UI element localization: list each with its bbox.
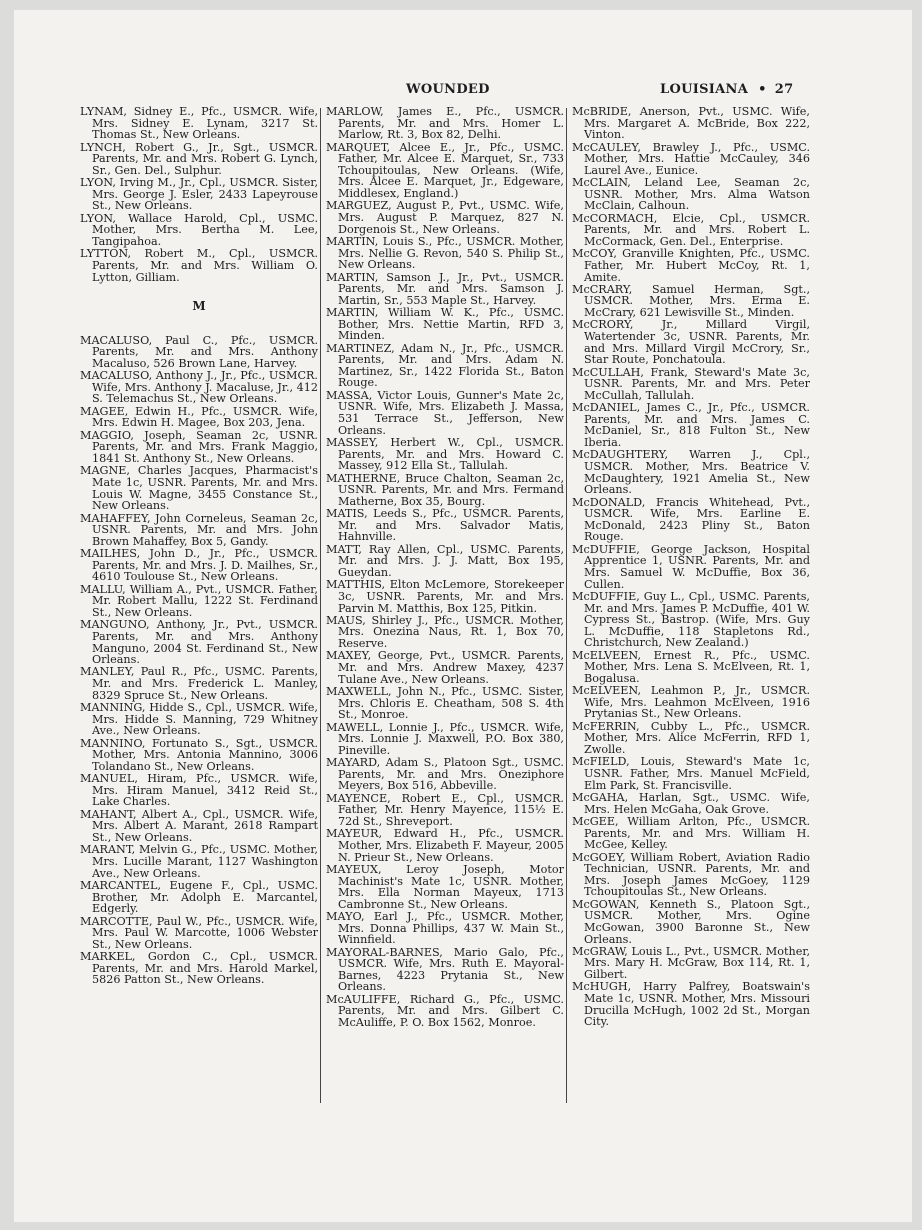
casualty-entry: MAGGIO, Joseph, Seaman 2c, USNR. Parents, Mr. and Mrs. Frank Maggio, 1841 St. Anthony St., New Orleans. (80, 428, 318, 466)
casualty-entry: MANNING, Hidde S., Cpl., USMCR. Wife, Mrs. Hidde S. Manning, 729 Whitney Ave., New Orleans. (80, 701, 318, 738)
casualty-entry: MAYORAL-BARNES, Mario Galo, Pfc., USMCR. Wife, Mrs. Ruth E. Mayoral-Barnes, 4223 Prytania St., New Orleans. (326, 945, 564, 994)
casualty-entry: McCORMACH, Elcie, Cpl., USMCR. Parents, Mr. and Mrs. Robert L. McCormack, Gen. Del., Enterprise. (572, 211, 810, 248)
casualty-entry: MATT, Ray Allen, Cpl., USMC. Parents, Mr. and Mrs. J. J. Matt, Box 195, Gueydan. (326, 542, 564, 579)
casualty-entry: LYTTON, Robert M., Cpl., USMCR. Parents, Mr. and Mrs. William O. Lytton, Gilliam. (80, 247, 318, 284)
casualty-entry: MARTIN, William W. K., Pfc., USMC. Bother, Mrs. Nettie Martin, RFD 3, Minden. (326, 306, 564, 343)
casualty-entry: MACALUSO, Paul C., Pfc., USMCR. Parents, Mr. and Mrs. Anthony Macaluso, 526 Brown Lane, Harvey. (80, 333, 318, 370)
casualty-entry: McBRIDE, Anerson, Pvt., USMC. Wife, Mrs. Margaret A. McBride, Box 222, Vinton. (572, 105, 810, 142)
casualty-entry: MARQUET, Alcee E., Jr., Pfc., USMC. Father, Mr. Alcee E. Marquet, Sr., 733 Tchoupitoulas, New Orleans. (Wife, Mrs. Alcee E. Marquet, Jr., Edgeware, Middlesex, England.) (326, 140, 564, 200)
casualty-entry: MAILHES, John D., Jr., Pfc., USMCR. Parents, Mr. and Mrs. J. D. Mailhes, Sr., 4610 Toulouse St., New Orleans. (80, 547, 318, 584)
casualty-entry: McCRORY, Jr., Millard Virgil, Watertender 3c, USNR. Parents, Mr. and Mrs. Millard Virgil McCrory, Sr., Star Route, Ponchatoula. (572, 318, 810, 367)
column-1-bottom-entries (80, 335, 318, 986)
casualty-entry: MAGEE, Edwin H., Pfc., USMCR. Wife, Mrs. Edwin H. Magee, Box 203, Jena. (80, 404, 318, 430)
casualty-entry: MATTHIS, Elton McLemore, Storekeeper 3c, USNR. Parents, Mr. and Mrs. Parvin M. Matthis, Box 125, Pitkin. (326, 578, 564, 615)
casualty-entry: McGRAW, Louis L., Pvt., USMCR. Mother, Mrs. Mary H. McGraw, Box 114, Rt. 1, Gilbert. (572, 944, 810, 982)
casualty-entry: MAGNE, Charles Jacques, Pharmacist's Mate 1c, USNR. Parents, Mr. and Mrs. Louis W. Magne, 3455 Constance St., New Orleans. (80, 464, 318, 513)
casualty-entry: LYON, Irving M., Jr., Cpl., USMCR. Sister, Mrs. George J. Esler, 2433 Lapeyrouse St., New Orleans. (80, 176, 318, 213)
casualty-entry: MANNINO, Fortunato S., Sgt., USMCR. Mother, Mrs. Antonia Mannino, 3006 Tolandano St., New Orleans. (80, 736, 318, 773)
casualty-entry: McCOY, Granville Knighten, Pfc., USMC. Father, Mr. Hubert McCoy, Rt. 1, Amite. (572, 247, 810, 284)
casualty-entry: MAXEY, George, Pvt., USMCR. Parents, Mr. and Mrs. Andrew Maxey, 4237 Tulane Ave., New Orleans. (326, 649, 564, 686)
casualty-entry: MARCANTEL, Eugene F., Cpl., USMC. Brother, Mr. Adolph E. Marcantel, Edgerly. (80, 878, 318, 916)
column-2-entries (326, 106, 564, 1029)
casualty-entry: MAYO, Earl J., Pfc., USMCR. Mother, Mrs. Donna Phillips, 437 W. Main St., Winnfield. (326, 910, 564, 947)
casualty-entry: McAULIFFE, Richard G., Pfc., USMC. Parents, Mr. and Mrs. Gilbert C. McAuliffe, P. O. Box 1562, Monroe. (326, 992, 564, 1030)
section-heading: WOUNDED (406, 82, 490, 97)
state-name: LOUISIANA (660, 82, 749, 97)
casualty-entry: McDAUGHTERY, Warren J., Cpl., USMCR. Mother, Mrs. Beatrice V. McDaughtery, 1921 Amelia St., New Orleans. (572, 448, 810, 497)
casualty-entry: McGOEY, William Robert, Aviation Radio Technician, USNR. Parents, Mr. and Mrs. Joseph James McGoey, 1129 Tchoupitoulas St., New Orleans. (572, 850, 810, 899)
casualty-entry: MATHERNE, Bruce Chalton, Seaman 2c, USNR. Parents, Mr. and Mrs. Fermand Matherne, Box 35, Bourg. (326, 471, 564, 508)
casualty-entry: MARLOW, James E., Pfc., USMCR. Parents, Mr. and Mrs. Homer L. Marlow, Rt. 3, Box 82, Delhi. (326, 105, 564, 142)
casualty-entry: McFIELD, Louis, Steward's Mate 1c, USNR. Father, Mrs. Manuel McField, Elm Park, St. Francisville. (572, 755, 810, 792)
casualty-entry: MAXWELL, John N., Pfc., USMC. Sister, Mrs. Chloris E. Cheatham, 508 S. 4th St., Monroe. (326, 685, 564, 722)
casualty-entry: MALLU, William A., Pvt., USMCR. Father, Mr. Robert Mallu, 1222 St. Ferdinand St., New Orleans. (80, 582, 318, 619)
casualty-entry: McCULLAH, Frank, Steward's Mate 3c, USNR. Parents, Mr. and Mrs. Peter McCullah, Tallulah. (572, 365, 810, 402)
casualty-entry: MARTIN, Samson J., Jr., Pvt., USMCR. Parents, Mr. and Mrs. Samson J. Martin, Sr., 553 Maple St., Harvey. (326, 270, 564, 307)
alphabet-section-letter: M (192, 299, 206, 314)
casualty-entry: MAYENCE, Robert E., Cpl., USMCR. Father, Mr. Henry Mayence, 115½ E. 72d St., Shreveport. (326, 791, 564, 828)
casualty-entry: MASSA, Victor Louis, Gunner's Mate 2c, USNR. Wife, Mrs. Elizabeth J. Massa, 531 Terrace St., Jefferson, New Orleans. (326, 388, 564, 437)
casualty-entry: MARANT, Melvin G., Pfc., USMC. Mother, Mrs. Lucille Marant, 1127 Washington Ave., New Orleans. (80, 843, 318, 880)
casualty-entry: MARCOTTE, Paul W., Pfc., USMCR. Wife, Mrs. Paul W. Marcotte, 1006 Webster St., New Orleans. (80, 914, 318, 951)
column-1 (80, 106, 318, 987)
casualty-entry: McCLAIN, Leland Lee, Seaman 2c, USNR. Mother, Mrs. Alma Watson McClain, Calhoun. (572, 176, 810, 213)
document-page (14, 10, 912, 1222)
column-2 (326, 106, 564, 1029)
column-divider (566, 108, 567, 1103)
column-1-top-entries (80, 106, 318, 283)
casualty-entry: MAWELL, Lonnie J., Pfc., USMCR. Wife, Mrs. Lonnie J. Maxwell, P.O. Box 380, Pineville. (326, 720, 564, 757)
casualty-entry: MACALUSO, Anthony J., Jr., Pfc., USMCR. Wife, Mrs. Anthony J. Macaluse, Jr., 412 S. Telemachus St., New Orleans. (80, 369, 318, 406)
casualty-entry: McDONALD, Francis Whitehead, Pvt., USMCR. Wife, Mrs. Earline E. McDonald, 2423 Pliny St., Baton Rouge. (572, 495, 810, 544)
casualty-entry: McDUFFIE, Guy L., Cpl., USMC. Parents, Mr. and Mrs. James P. McDuffie, 401 W. Cypress St., Bastrop. (Wife, Mrs. Guy L. McDuffie, 118 Stapletons Rd., Christchurch, New Zealand.) (572, 589, 810, 650)
casualty-entry: McGAHA, Harlan, Sgt., USMC. Wife, Mrs. Helen McGaha, Oak Grove. (572, 790, 810, 816)
column-divider (320, 108, 321, 1103)
casualty-entry: McCRARY, Samuel Herman, Sgt., USMCR. Mother, Mrs. Erma E. McCrary, 621 Lewisville St., Minden. (572, 282, 810, 320)
casualty-entry: MAYEUX, Leroy Joseph, Motor Machinist's Mate 1c, USNR. Mother, Mrs. Ella Norman Mayeux, 1713 Cambronne St., New Orleans. (326, 862, 564, 911)
casualty-entry: McGEE, William Arlton, Pfc., USMCR. Parents, Mr. and Mrs. William H. McGee, Kelley. (572, 814, 810, 852)
casualty-entry: LYNAM, Sidney E., Pfc., USMCR. Wife, Mrs. Sidney E. Lynam, 3217 St. Thomas St., New Orleans. (80, 105, 318, 142)
casualty-entry: MAHAFFEY, John Corneleus, Seaman 2c, USNR. Parents, Mr. and Mrs. John Brown Mahaffey, Box 5, Gandy. (80, 511, 318, 548)
casualty-entry: McELVEEN, Ernest R., Pfc., USMC. Mother, Mrs. Lena S. McElveen, Rt. 1, Bogalusa. (572, 648, 810, 685)
casualty-entry: McCAULEY, Brawley J., Pfc., USMC. Mother, Mrs. Hattie McCauley, 346 Laurel Ave., Eunice. (572, 140, 810, 177)
page-number: 27 (774, 82, 794, 97)
casualty-entry: MANGUNO, Anthony, Jr., Pvt., USMCR. Parents, Mr. and Mrs. Anthony Manguno, 2004 St. Ferdinand St., New Orleans. (80, 618, 318, 667)
casualty-entry: MAHANT, Albert A., Cpl., USMCR. Wife, Mrs. Albert A. Marant, 2618 Rampart St., New Orleans. (80, 807, 318, 844)
page-heading-right (660, 82, 793, 97)
column-3 (572, 106, 810, 1029)
casualty-entry: MARGUEZ, August P., Pvt., USMC. Wife, Mrs. August P. Marquez, 827 N. Dorgenois St., New Orleans. (326, 199, 564, 236)
casualty-entry: MANLEY, Paul R., Pfc., USMC. Parents, Mr. and Mrs. Frederick L. Manley, 8329 Spruce St., New Orleans. (80, 665, 318, 702)
casualty-entry: McFERRIN, Cubby L., Pfc., USMCR. Mother, Mrs. Alice McFerrin, RFD 1, Zwolle. (572, 719, 810, 757)
casualty-entry: MAYEUR, Edward H., Pfc., USMCR. Mother, Mrs. Elizabeth F. Mayeur, 2005 N. Prieur St., New Orleans. (326, 827, 564, 864)
casualty-entry: McELVEEN, Leahmon P., Jr., USMCR. Wife, Mrs. Leahmon McElveen, 1916 Prytanias St., New Orleans. (572, 684, 810, 721)
casualty-entry: LYNCH, Robert G., Jr., Sgt., USMCR. Parents, Mr. and Mrs. Robert G. Lynch, Sr., Gen. Del., Sulphur. (80, 140, 318, 177)
casualty-entry: MAYARD, Adam S., Platoon Sgt., USMC. Parents, Mr. and Mrs. Oneziphore Meyers, Box 516, Abbeville. (326, 756, 564, 793)
column-3-entries (572, 106, 810, 1028)
casualty-entry: MAUS, Shirley J., Pfc., USMCR. Mother, Mrs. Onezina Naus, Rt. 1, Box 70, Reserve. (326, 613, 564, 651)
casualty-entry: MARKEL, Gordon C., Cpl., USMCR. Parents, Mr. and Mrs. Harold Markel, 5826 Patton St., New Orleans. (80, 950, 318, 987)
casualty-entry: MARTINEZ, Adam N., Jr., Pfc., USMCR. Parents, Mr. and Mrs. Adam N. Martinez, Sr., 1422 Florida St., Baton Rouge. (326, 341, 564, 390)
casualty-entry: McGOWAN, Kenneth S., Platoon Sgt., USMCR. Mother, Mrs. Ogine McGowan, 3900 Baronne St., New Orleans. (572, 897, 810, 946)
casualty-entry: McDUFFIE, George Jackson, Hospital Apprentice 1, USNR. Parents, Mr. and Mrs. Samuel W. McDuffie, Box 36, Cullen. (572, 542, 810, 591)
casualty-entry: MARTIN, Louis S., Pfc., USMCR. Mother, Mrs. Nellie G. Revon, 540 S. Philip St., New Orleans. (326, 234, 564, 272)
casualty-entry: McHUGH, Harry Palfrey, Boatswain's Mate 1c, USNR. Mother, Mrs. Missouri Drucilla McHugh, 1002 2d St., Morgan City. (572, 980, 810, 1029)
casualty-entry: LYON, Wallace Harold, Cpl., USMC. Mother, Mrs. Bertha M. Lee, Tangipahoa. (80, 211, 318, 248)
casualty-entry: McDANIEL, James C., Jr., Pfc., USMCR. Parents, Mr. and Mrs. James C. McDaniel, Sr., 818 Fulton St., New Iberia. (572, 401, 810, 449)
casualty-entry: MATIS, Leeds S., Pfc., USMCR. Parents, Mr. and Mrs. Salvador Matis, Hahnville. (326, 507, 564, 544)
bullet-separator: • (758, 82, 767, 97)
page-header (14, 82, 912, 102)
casualty-entry: MASSEY, Herbert W., Cpl., USMCR. Parents, Mr. and Mrs. Howard C. Massey, 912 Ella St., Tallulah. (326, 436, 564, 473)
casualty-entry: MANUEL, Hiram, Pfc., USMCR. Wife, Mrs. Hiram Manuel, 3412 Reid St., Lake Charles. (80, 772, 318, 809)
